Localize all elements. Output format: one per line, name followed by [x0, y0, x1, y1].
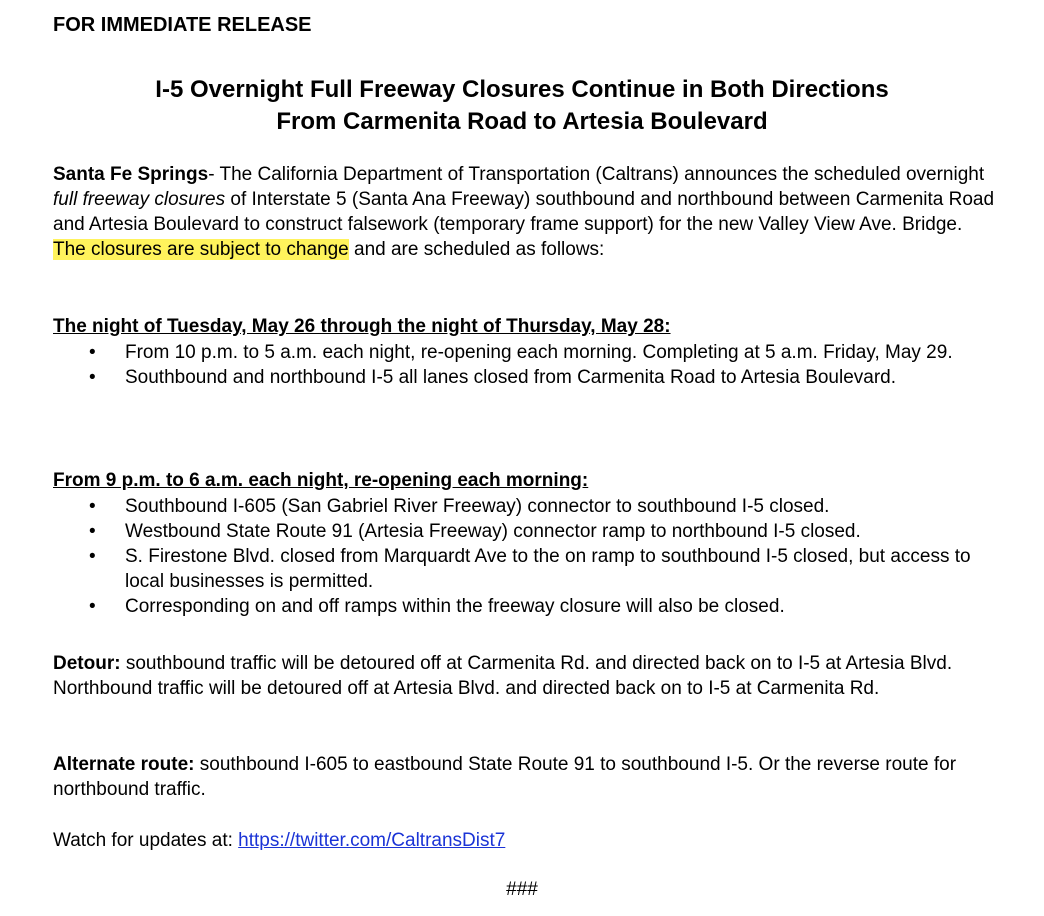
list-item-text: From 10 p.m. to 5 a.m. each night, re-opening each morning. Completing at 5 a.m. Friday, May 29.: [125, 342, 953, 363]
end-mark: ###: [506, 879, 538, 900]
alternate-route-text: southbound I-605 to eastbound State Route 91 to southbound I-5. Or the reverse route for northbound traffic.: [53, 754, 957, 800]
list-item: [53, 340, 998, 365]
twitter-link[interactable]: https://twitter.com/CaltransDist7: [238, 830, 506, 851]
list-item-text: Corresponding on and off ramps within the freeway closure will also be closed.: [125, 596, 785, 617]
intro-text-3: and are scheduled as follows:: [348, 239, 605, 260]
list-item-text: Southbound I-605 (San Gabriel River Freeway) connector to southbound I-5 closed.: [125, 496, 830, 517]
list-item-text: Southbound and northbound I-5 all lanes closed from Carmenita Road to Artesia Boulevard.: [125, 367, 897, 388]
updates-paragraph: [53, 828, 998, 853]
bullet-icon: •: [89, 367, 96, 388]
headline: [0, 74, 1044, 138]
section-1-heading: The night of Tuesday, May 26 through the night of Thursday, May 28:: [53, 316, 671, 337]
list-item: [53, 494, 998, 519]
section-1-list: [53, 340, 998, 390]
intro-italic: full freeway closures: [53, 189, 226, 210]
section-2-heading: From 9 p.m. to 6 a.m. each night, re-opening each morning:: [53, 470, 589, 491]
list-item-text: S. Firestone Blvd. closed from Marquardt Ave to the on ramp to southbound I-5 closed, but access to local businesses is permitted.: [125, 546, 971, 592]
detour-paragraph: [53, 651, 998, 701]
bullet-icon: •: [89, 342, 96, 363]
list-item: [53, 519, 998, 544]
bullet-icon: •: [89, 546, 96, 567]
headline-line-1: I-5 Overnight Full Freeway Closures Continue in Both Directions: [155, 76, 889, 103]
list-item-text: Westbound State Route 91 (Artesia Freeway) connector ramp to northbound I-5 closed.: [125, 521, 861, 542]
alternate-route-paragraph: [53, 752, 998, 802]
list-item: [53, 365, 998, 390]
alternate-route-label: Alternate route:: [53, 754, 195, 775]
bullet-icon: •: [89, 596, 96, 617]
release-notice: FOR IMMEDIATE RELEASE: [53, 14, 312, 36]
intro-text-1: - The California Department of Transportation (Caltrans) announces the scheduled overnight: [208, 164, 985, 185]
detour-text: southbound traffic will be detoured off at Carmenita Rd. and directed back on to I-5 at Artesia Blvd. Northbound traffic will be detoured off at Artesia Blvd. and directed back on to I-5 at Carmenita Rd.: [53, 653, 953, 699]
list-item: [53, 594, 998, 619]
updates-text: Watch for updates at:: [53, 830, 239, 851]
list-item: [53, 544, 998, 594]
bullet-icon: •: [89, 496, 96, 517]
dateline: Santa Fe Springs: [53, 164, 209, 185]
intro-text-2: of Interstate 5 (Santa Ana Freeway) southbound and northbound between Carmenita Road and Artesia Boulevard to construct falsework (temporary frame support) for the new Valley View Ave. Bridge.: [53, 189, 995, 235]
section-2-list: [53, 494, 998, 619]
detour-label: Detour:: [53, 653, 121, 674]
bullet-icon: •: [89, 521, 96, 542]
highlighted-notice: The closures are subject to change: [53, 239, 349, 260]
intro-paragraph: [53, 162, 998, 262]
headline-line-2: From Carmenita Road to Artesia Boulevard: [276, 108, 768, 135]
